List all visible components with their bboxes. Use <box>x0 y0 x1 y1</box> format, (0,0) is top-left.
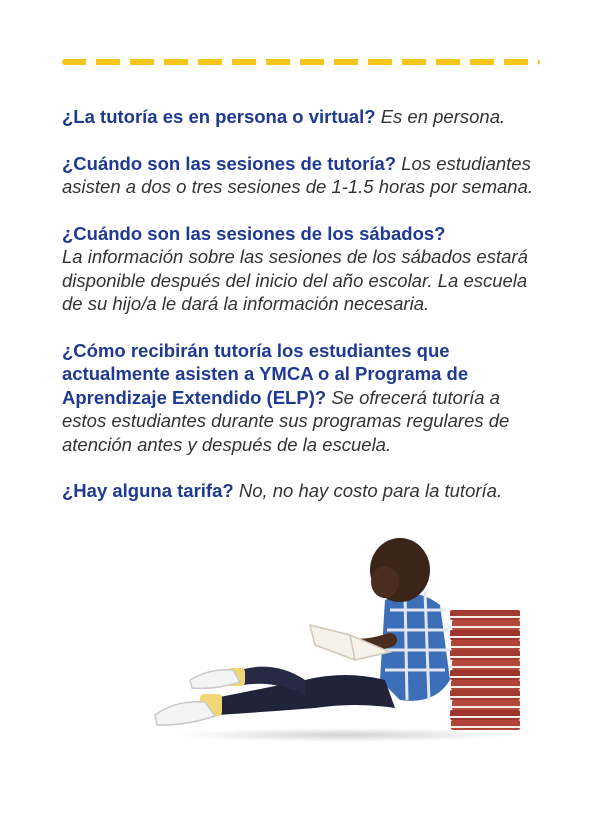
book-stack <box>450 610 520 730</box>
boy-reading-image <box>145 530 535 750</box>
boy-reading-illustration <box>145 530 535 750</box>
faq-question: ¿La tutoría es en persona o virtual? <box>62 106 376 127</box>
yellow-dashed-divider <box>62 59 540 65</box>
faq-answer: Es en persona. <box>380 106 506 127</box>
faq-answer: Se ofrecerá tutoría a estos estudiantes durante sus programas regulares de atención antes y después de la escuela. <box>62 386 510 455</box>
faq-question: ¿Cuándo son las sesiones de tutoría? <box>62 152 397 174</box>
boy-figure <box>155 538 450 725</box>
faq-item <box>62 222 542 316</box>
faq-item <box>62 105 542 129</box>
faq-item <box>62 339 542 457</box>
faq-answer: Los estudiantes asisten a dos o tres sesiones de 1-1.5 horas por semana. <box>62 152 533 197</box>
faq-question: ¿Hay alguna tarifa? <box>62 480 234 501</box>
faq-item <box>62 479 542 503</box>
ground-shadow <box>175 728 515 742</box>
faq-list <box>62 105 542 526</box>
faq-item <box>62 152 542 199</box>
faq-answer: No, no hay costo para la tutoría. <box>238 480 503 501</box>
faq-question: ¿Cuándo son las sesiones de los sábados? <box>62 222 446 244</box>
faq-answer: La información sobre las sesiones de los sábados estará disponible después del inicio del año escolar. La escuela de su hijo/a le dará la información necesaria. <box>62 246 528 314</box>
faq-question: ¿Cómo recibirán tutoría los estudiantes que actualmente asisten a YMCA o al Programa de Aprendizaje Extendido (ELP)? <box>62 339 469 408</box>
